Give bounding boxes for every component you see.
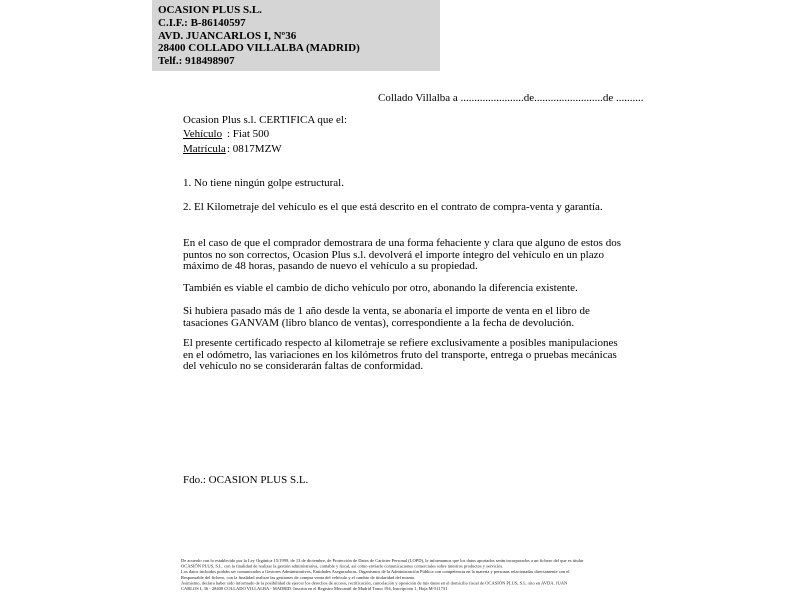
legal-line: Responsable del fichero, con la finalidad realizar las gestiones de compra venta del vehículo y el cambio de titularidad del mismo.	[181, 574, 416, 580]
date-line: Collado Villalba a .......................de.........................de ..........	[378, 92, 644, 104]
plate-row	[183, 144, 627, 156]
company-phone: Telf.: 918498907	[158, 55, 235, 68]
legal-line: De acuerdo con lo establecido por la Ley Orgánica 15/1999, de 13 de diciembre, de Protección de Datos de Carácter Personal (LOPD), le informamos que los datos aportados serán incorporados a un fichero del que es titular	[181, 558, 584, 563]
legal-line: Asimismo, declara haber sido informado de la posibilidad de ejercer los derechos de acceso, rectificación, cancelación y oposición de mis datos en el domicilio fiscal de OCASIÓN PLUS, S.L. sito en AVDA. JUAN	[181, 580, 568, 586]
plate-label: Matrícula	[183, 143, 226, 155]
company-address: AVD. JUANCARLOS I, Nº36	[158, 29, 297, 42]
certifica-intro: Ocasion Plus s.l. CERTIFICA que el:	[183, 114, 348, 126]
vehicle-row	[183, 129, 627, 141]
legal-footer	[181, 558, 621, 596]
legal-line: OCASIÓN PLUS, S.L. con la finalidad de realizar la gestión administrativa, contable y fiscal, así como enviarle comunicaciones comerciales sobre nuestros productos y servicios.	[181, 563, 504, 569]
company-city: 28400 COLLADO VILLALBA (MADRID)	[158, 42, 360, 55]
legal-footer-text	[181, 558, 623, 592]
clause-2: 2. El Kilometraje del vehículo es el que está descrito en el contrato de compra-venta y garantía.	[183, 201, 603, 213]
paragraph-odometer: El presente certificado respecto al kilometraje se refiere exclusivamente a posibles manipulaciones en el odómetro, las variaciones en los kilómetros fruto del transporte, entrega o pruebas mecánicas del vehículo no se considerarán faltas de conformidad.	[183, 337, 618, 373]
company-letterhead	[152, 0, 440, 71]
vehicle-value: : Fiat 500	[227, 128, 270, 140]
clause-1: 1. No tiene ningún golpe estructural.	[183, 177, 344, 189]
paragraph-exchange: También es viable el cambio de dicho vehículo por otro, abonando la diferencia existente.	[183, 282, 578, 294]
company-name: OCASION PLUS S.L.	[158, 4, 262, 16]
paragraph-ganvam: Si hubiera pasado más de 1 año desde la venta, se abonaría el importe de venta en el libro de tasaciones GANVAM (libro blanco de ventas), correspondiente a la fecha de devolución.	[183, 305, 590, 329]
company-cif: C.I.F.: B-86140597	[158, 16, 246, 29]
signature-line: Fdo.: OCASION PLUS S.L.	[183, 474, 309, 486]
plate-value: : 0817MZW	[227, 143, 282, 155]
legal-line: CARLOS I, 36 - 28400 COLLADO VILLALBA - MADRID. Inscrita en el Registro Mercantil de Madrid Tomo 194, Inscripción 1, Hoja M-511731	[181, 586, 448, 592]
paragraph-refund: En el caso de que el comprador demostrara de una forma fehaciente y clara que alguno de estos dos puntos no son correctos, Ocasion Plus s.l. devolverá el importe íntegro del vehículo en un plazo máximo de 48 horas, pasando de nuevo el vehículo a su propiedad.	[183, 237, 621, 273]
legal-line: Los datos incluidos podrán ser comunicados a Gestores Administrativos, Entidades Aseguradoras, Organismos de la Administración Pública con competencia en la materia y personas relacionadas directamente con el	[181, 569, 570, 575]
vehicle-label: Vehículo	[183, 128, 223, 140]
